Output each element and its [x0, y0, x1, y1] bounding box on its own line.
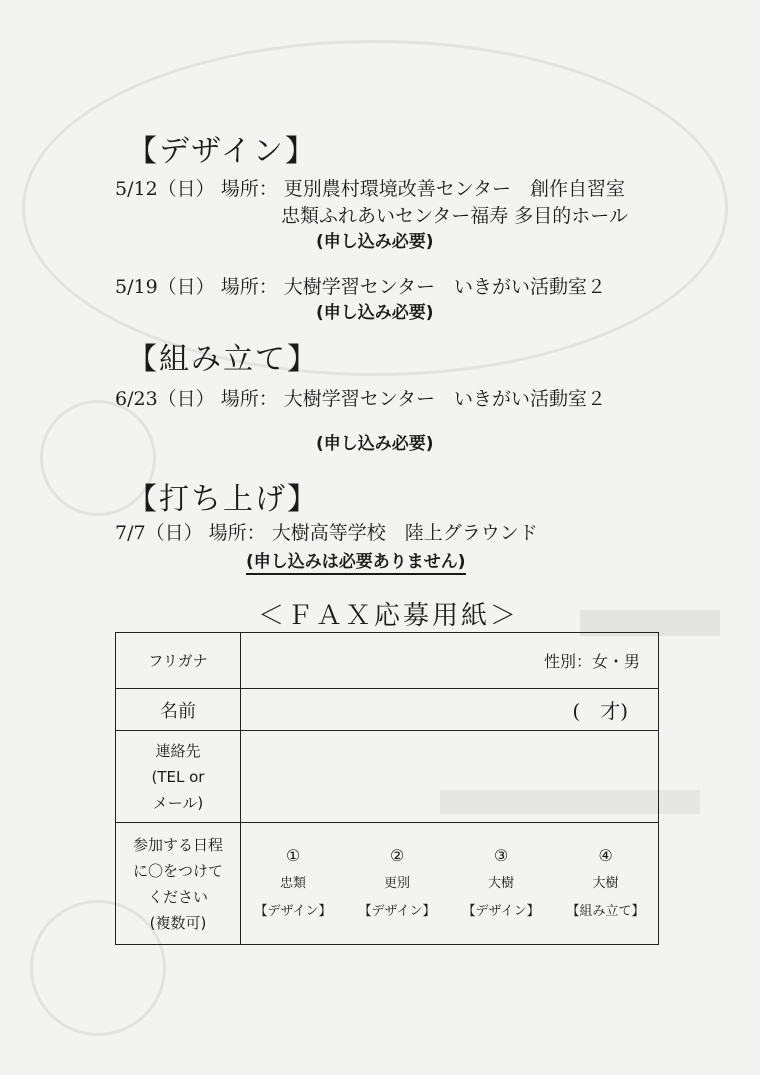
entry-place: 大樹高等学校 陸上グラウンド	[271, 522, 538, 544]
age-field[interactable]: ( 才)	[572, 699, 628, 723]
schedule-entry-0512	[115, 174, 625, 201]
entry-place: 更別農村環境改善センター 創作自習室	[283, 178, 626, 200]
gender-choice[interactable]: 性別：女・男	[543, 652, 640, 671]
entry-note-not-required: (申し込みは必要ありません)	[246, 547, 466, 575]
entry-place: 大樹学習センター いきがい活動室２	[283, 388, 607, 410]
schedule-option-1[interactable]: ① 忠類 【デザイン】	[254, 845, 332, 919]
schedule-option-3[interactable]: ③ 大樹 【デザイン】	[462, 845, 540, 919]
name-field[interactable]	[241, 689, 659, 731]
schedule-entry-0707	[115, 518, 538, 545]
section-heading-assembly: 【組み立て】	[127, 342, 319, 377]
furigana-label: フリガナ	[116, 633, 241, 689]
fax-application-form	[115, 632, 659, 945]
section-heading-design: 【デザイン】	[127, 134, 317, 169]
entry-note: (申し込み必要)	[316, 232, 434, 252]
contact-label: 連絡先 (TEL or メール)	[116, 731, 241, 823]
schedule-entry-0623	[115, 384, 606, 411]
entry-place-prefix: 場所：	[220, 388, 278, 410]
entry-date: 7/7（日）	[115, 522, 203, 544]
schedule-options-cell	[241, 823, 659, 945]
section-heading-launch: 【打ち上げ】	[127, 482, 319, 517]
schedule-option-4[interactable]: ④ 大樹 【組み立て】	[566, 845, 645, 919]
entry-place-prefix: 場所：	[208, 522, 266, 544]
fax-form-title: ＜ＦＡＸ応募用紙＞	[258, 601, 520, 631]
name-label: 名前	[116, 689, 241, 731]
entry-place-prefix: 場所：	[220, 178, 278, 200]
furigana-field[interactable]	[241, 633, 659, 689]
schedule-label: 参加する日程 に〇をつけて ください (複数可)	[116, 823, 241, 945]
contact-field[interactable]	[241, 731, 659, 823]
entry-date: 5/19（日）	[115, 276, 215, 298]
entry-note: (申し込み必要)	[316, 303, 434, 323]
schedule-option-2[interactable]: ② 更別 【デザイン】	[358, 845, 436, 919]
entry-place: 大樹学習センター いきがい活動室２	[283, 276, 607, 298]
entry-place-second: 忠類ふれあいセンター福寿 多目的ホール	[281, 205, 628, 227]
entry-note: (申し込み必要)	[316, 434, 434, 454]
entry-date: 6/23（日）	[115, 388, 215, 410]
entry-date: 5/12（日）	[115, 178, 215, 200]
schedule-entry-0519	[115, 272, 606, 299]
entry-place-prefix: 場所：	[220, 276, 278, 298]
